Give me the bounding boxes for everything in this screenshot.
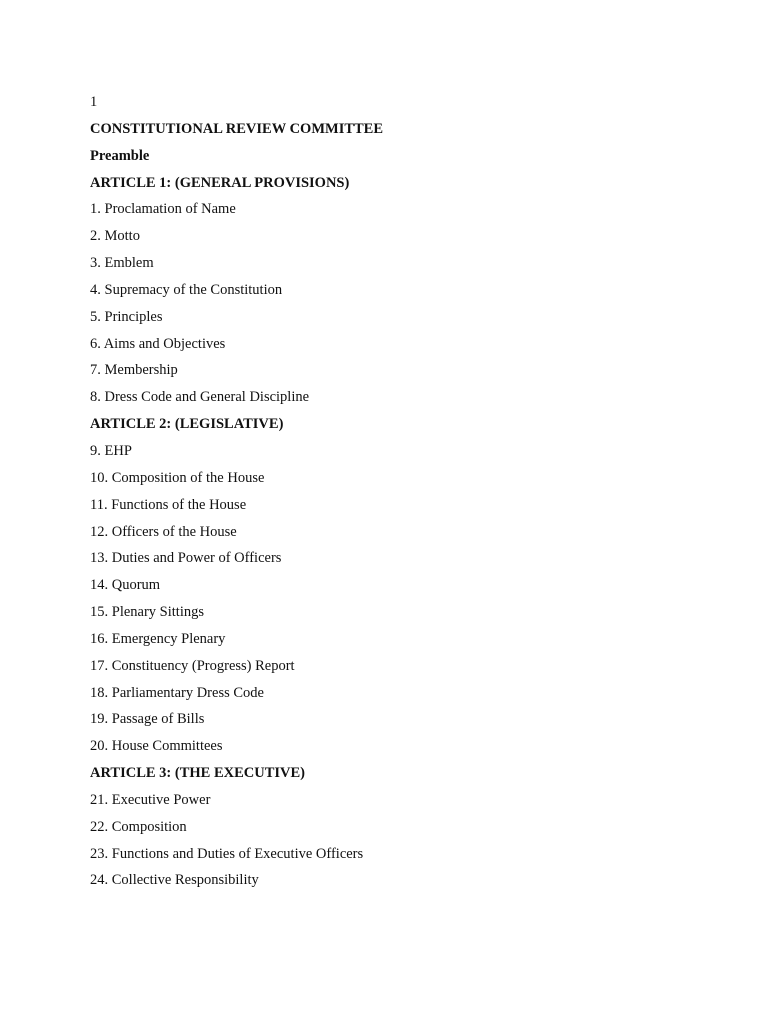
page-number: 1 <box>90 94 98 110</box>
toc-item: 22. Composition <box>90 818 187 835</box>
toc-item: 3. Emblem <box>90 255 154 272</box>
toc-item: 19. Passage of Bills <box>90 711 205 728</box>
toc-item: 14. Quorum <box>90 577 161 594</box>
toc-item: 9. EHP <box>90 442 132 459</box>
toc-item: 8. Dress Code and General Discipline <box>90 389 310 406</box>
toc-item: 10. Composition of the House <box>90 469 265 486</box>
toc-item: 17. Constituency (Progress) Report <box>90 657 295 674</box>
toc-item: 16. Emergency Plenary <box>90 630 226 647</box>
toc-item: 20. House Committees <box>90 738 223 755</box>
toc-item: 23. Functions and Duties of Executive Officers <box>90 845 364 862</box>
toc-item: 4. Supremacy of the Constitution <box>90 281 283 298</box>
document-body <box>90 89 710 894</box>
toc-item: 5. Principles <box>90 308 163 325</box>
document-title: CONSTITUTIONAL REVIEW COMMITTEE <box>90 120 384 137</box>
toc-item: 7. Membership <box>90 362 178 379</box>
article-3-heading: ARTICLE 3: (THE EXECUTIVE) <box>90 765 306 782</box>
preamble-heading: Preamble <box>90 147 150 164</box>
toc-item: 24. Collective Responsibility <box>90 872 259 889</box>
toc-item: 2. Motto <box>90 228 140 245</box>
toc-item: 18. Parliamentary Dress Code <box>90 684 264 701</box>
toc-item: 15. Plenary Sittings <box>90 604 204 621</box>
toc-item: 13. Duties and Power of Officers <box>90 550 282 567</box>
article-2-heading: ARTICLE 2: (LEGISLATIVE) <box>90 416 284 433</box>
toc-item: 6. Aims and Objectives <box>90 335 226 352</box>
toc-item: 1. Proclamation of Name <box>90 201 236 218</box>
toc-item: 12. Officers of the House <box>90 523 237 540</box>
toc-item: 21. Executive Power <box>90 791 211 808</box>
toc-item: 11. Functions of the House <box>90 496 247 513</box>
article-1-heading: ARTICLE 1: (GENERAL PROVISIONS) <box>90 174 350 191</box>
